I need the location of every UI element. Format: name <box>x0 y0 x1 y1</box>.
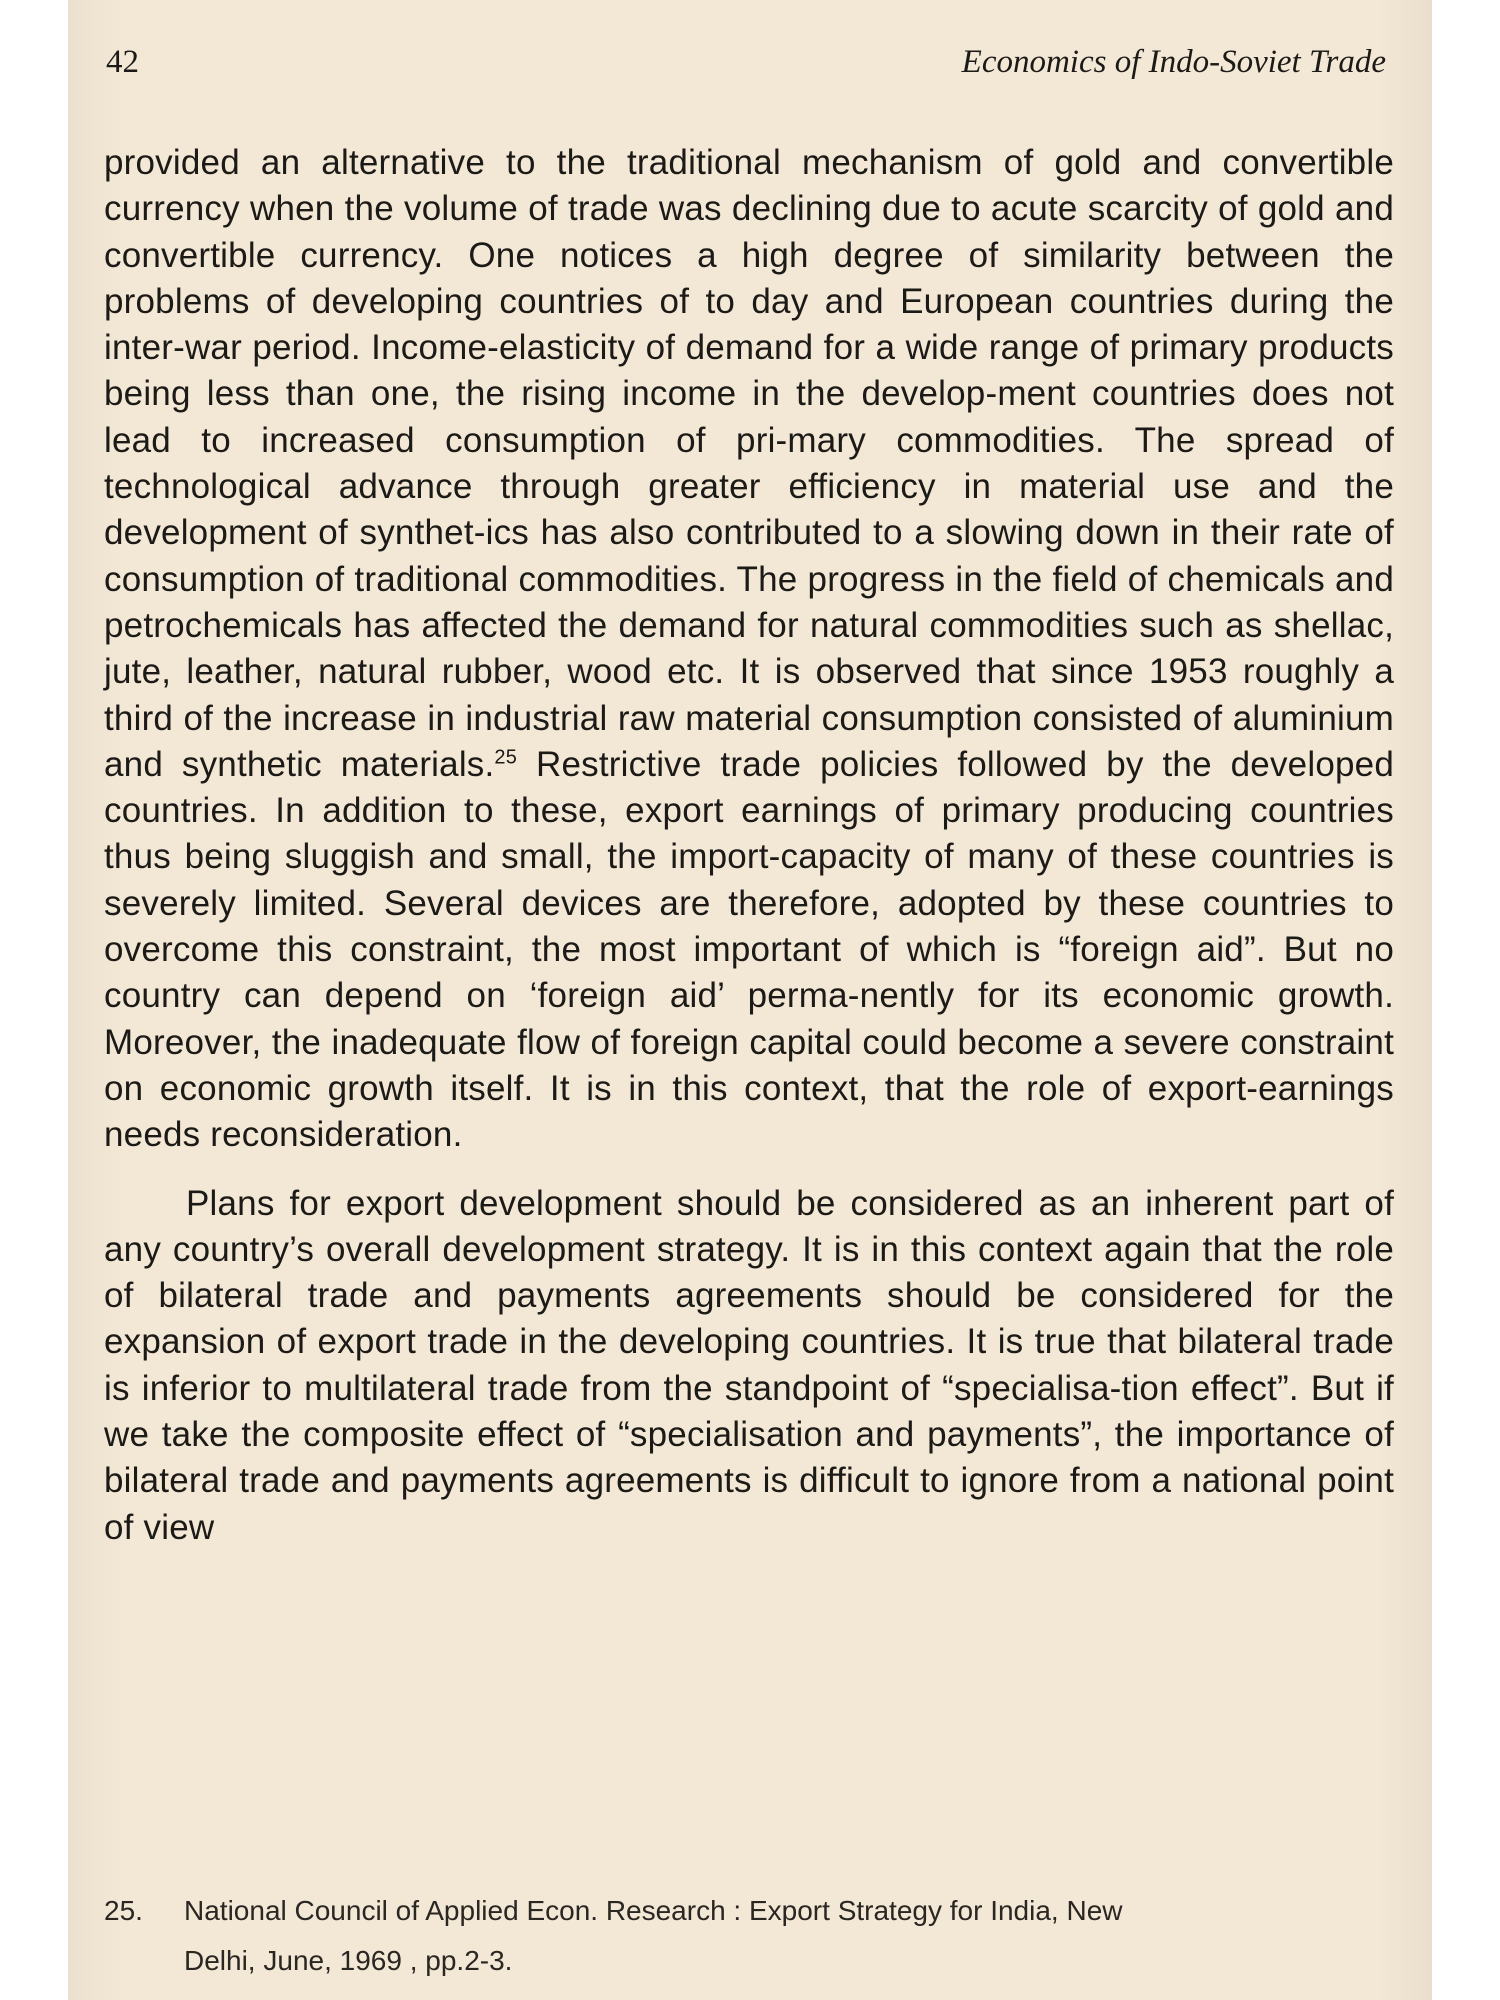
footnote <box>104 1886 1394 1986</box>
paragraph-2: Plans for export development should be considered as an inherent part of any country’s overall development strategy. It is in this context again that the role of bilateral trade and payments agreements should be considered for the expansion of export trade in the developing countries. It is true that bilateral trade is inferior to multilateral trade from the standpoint of “specialisa-tion effect”. But if we take the composite effect of “specialisation and payments”, the importance of bilateral trade and payments agreements is difficult to ignore from a national point of view <box>104 1183 1394 1547</box>
book-page <box>68 0 1432 2000</box>
paragraph-1 <box>104 140 1394 1159</box>
page-number: 42 <box>106 44 139 80</box>
running-head <box>106 44 1386 84</box>
footnote-number: 25. <box>104 1895 143 1926</box>
footnote-line-1 <box>104 1886 1394 1936</box>
footnote-text-line-2: Delhi, June, 1969 , pp.2-3. <box>184 1945 513 1976</box>
paragraph-1-text-part-2: Restrictive trade policies followed by the developed countries. In addition to these, export earnings of primary producing countries thus being sluggish and small, the import-capacity of many of these countries is severely limited. Several devices are therefore, adopted by these countries to overcome this constraint, the most important of which is “foreign aid”. But no country can depend on ‘foreign aid’ perma-nently for its economic growth. Moreover, the inadequate flow of foreign capital could become a severe constraint on economic growth itself. It is in this context, that the role of export-earnings needs reconsideration. <box>104 744 1394 1155</box>
body-text <box>104 140 1394 1551</box>
footnote-reference: 25 <box>494 746 518 769</box>
paragraph-1-text-part-1: provided an alternative to the traditional mechanism of gold and convertible currency when the volume of trade was declining due to acute scarcity of gold and convertible currency. One notices a high degree of similarity between the problems of developing countries of to day and European countries during the inter-war period. Income-elasticity of demand for a wide range of primary products being less than one, the rising income in the develop-ment countries does not lead to increased consumption of pri-mary commodities. The spread of technological advance through greater efficiency in material use and the development of synthet-ics has also contributed to a slowing down in their rate of consumption of traditional commodities. The progress in the field of chemicals and petrochemicals has affected the demand for natural commodities such as shellac, jute, leather, natural rubber, wood etc. It is observed that since 1953 roughly a third of the increase in industrial raw material consumption consisted of aluminium and synthetic materials. <box>104 143 1394 784</box>
footnote-text-line-1: National Council of Applied Econ. Research : Export Strategy for India, New <box>184 1895 1123 1926</box>
running-title: Economics of Indo-Soviet Trade <box>961 44 1386 80</box>
